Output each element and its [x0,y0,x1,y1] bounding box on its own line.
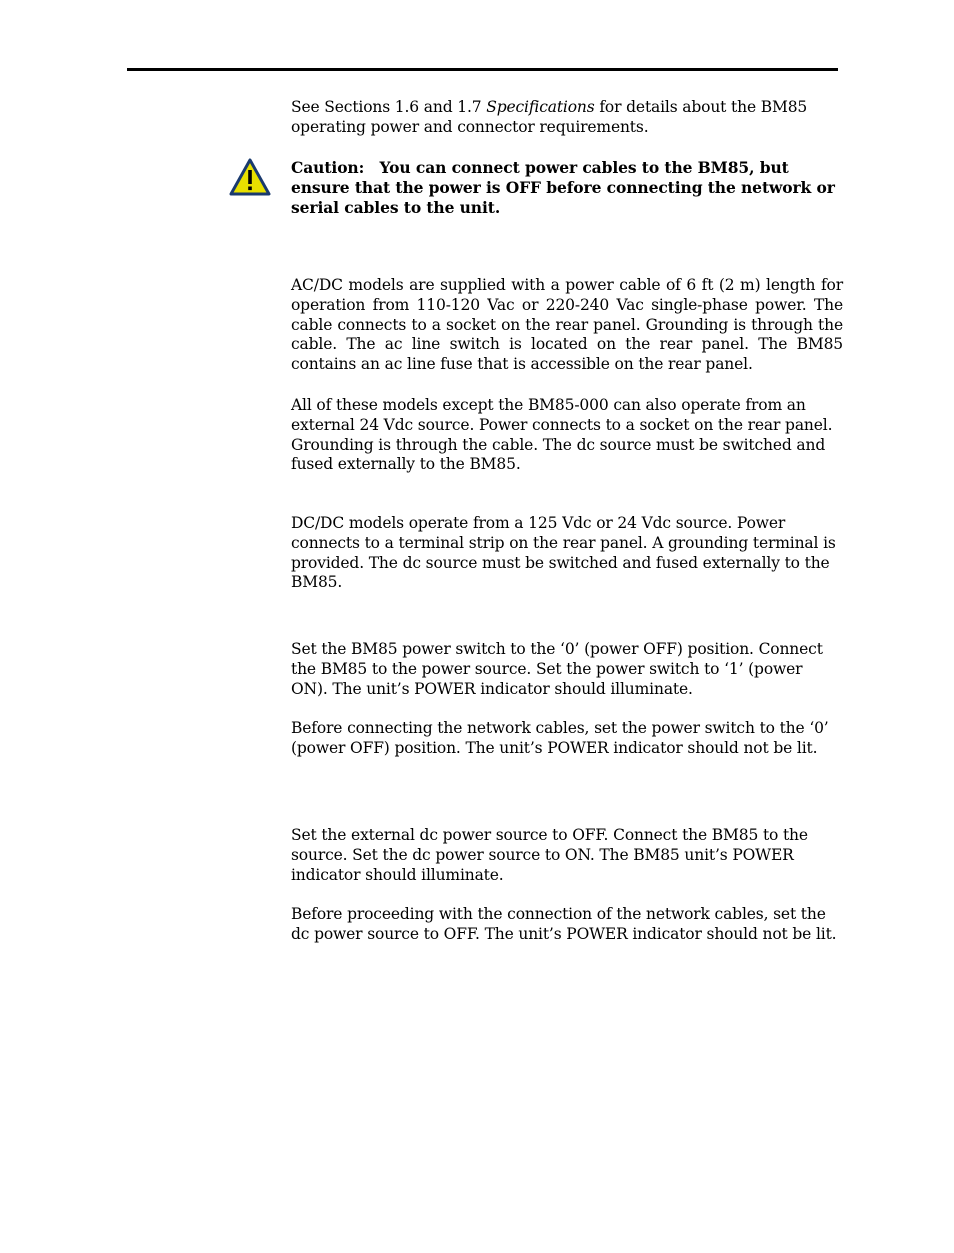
intro-suffix: for details about the BM85 operating power and connector requirements. [291,98,808,136]
acdc-text-1: AC/DC models are supplied with a power cable of 6 ft (2 m) length for operation from 110-120 Vac or 220-240 Vac single-phase power. The cable connects to a socket on the rear panel. Grounding is through the cable. The ac line switch is located on the rear panel. The BM85 contains an ac line fuse that is accessible on the rear panel. [291,276,843,374]
dc-check-paragraph-1 [291,826,843,885]
intro-emphasis: Specifications [486,98,595,116]
dc-check-text-1: Set the external dc power source to OFF. Connect the BM85 to the source. Set the dc power source to ON. The BM85 unit’s POWER indicator should illuminate. [291,826,808,884]
dcdc-text: DC/DC models operate from a 125 Vdc or 24 Vdc source. Power connects to a terminal strip on the rear panel. A grounding terminal is provided. The dc source must be switched and fused externally to the BM85. [291,514,836,592]
acdc-text-2: All of these models except the BM85-000 can also operate from an external 24 Vdc source. Power connects to a socket on the rear panel. Grounding is through the cable. The dc source must be switched and fused externally to the BM85. [291,396,833,474]
header-rule [127,68,838,71]
warning-triangle-icon [229,158,271,196]
dcdc-paragraph [291,514,843,593]
dc-check-paragraph-2 [291,905,843,945]
ac-check-paragraph-1 [291,640,843,699]
dc-check-text-2: Before proceeding with the connection of the network cables, set the dc power source to OFF. The unit’s POWER indicator should not be lit. [291,905,837,943]
caution-note [291,158,843,217]
intro-prefix: See Sections 1.6 and 1.7 [291,98,487,116]
caution-text: You can connect power cables to the BM85, but ensure that the power is OFF before connecting the network or serial cables to the unit. [291,158,835,217]
ac-check-text-2: Before connecting the network cables, set the power switch to the ‘0’ (power OFF) position. The unit’s POWER indicator should not be lit. [291,719,829,757]
ac-check-text-1: Set the BM85 power switch to the ‘0’ (power OFF) position. Connect the BM85 to the power source. Set the power switch to ‘1’ (power ON). The unit’s POWER indicator should illuminate. [291,640,823,698]
caution-label: Caution: [291,158,365,177]
acdc-paragraph-1 [291,276,843,375]
ac-check-paragraph-2 [291,719,843,759]
acdc-paragraph-2 [291,396,843,475]
intro-paragraph [291,98,843,138]
